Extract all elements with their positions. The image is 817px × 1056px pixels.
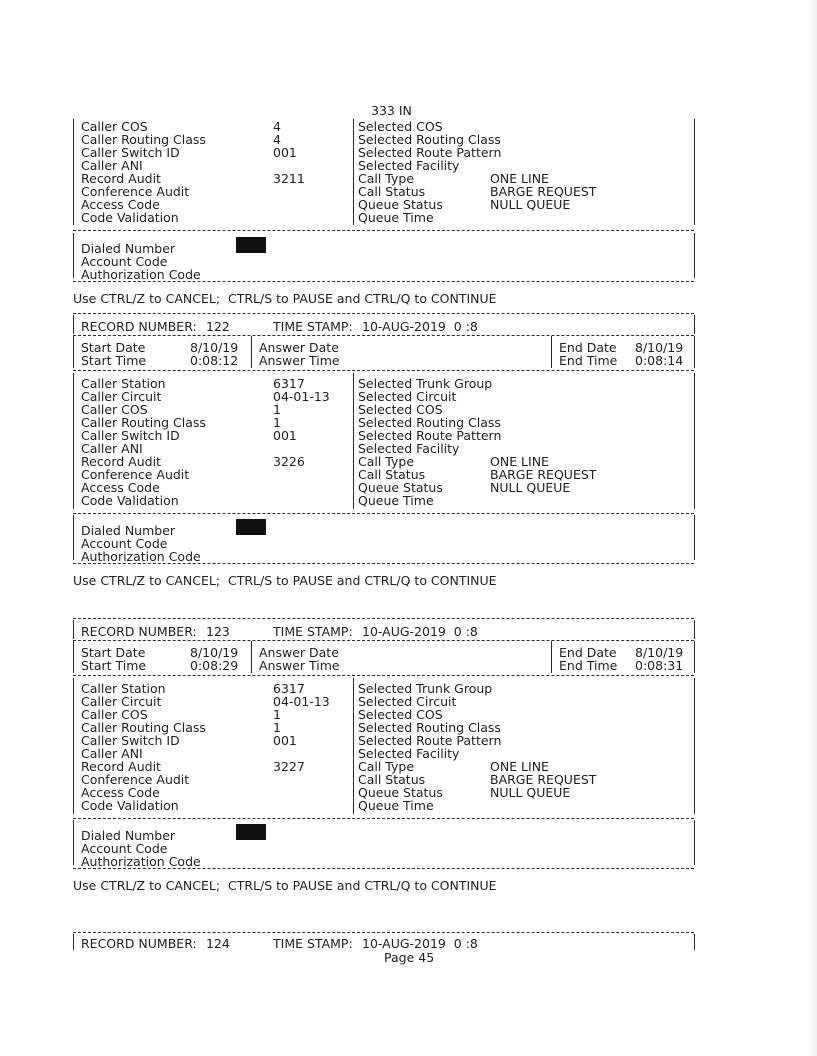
field-label: Caller ANI — [81, 746, 143, 761]
field-label: Code Validation — [81, 493, 179, 508]
section-divider — [73, 932, 694, 933]
field-label: Selected Route Pattern — [358, 733, 502, 748]
column-divider — [353, 678, 354, 814]
column-divider — [251, 336, 252, 368]
field-label: Selected Routing Class — [358, 415, 501, 430]
field-label: Queue Time — [358, 798, 434, 813]
start-date-label: Start Date — [81, 645, 146, 660]
field-label: Conference Audit — [81, 467, 190, 482]
field-label: Queue Time — [358, 493, 434, 508]
end-date: 8/10/19 — [635, 645, 684, 660]
section-divider — [73, 563, 694, 564]
field-value: BARGE REQUEST — [490, 184, 597, 199]
column-divider — [353, 373, 354, 509]
section-divider — [73, 640, 694, 641]
field-value: 6317 — [273, 376, 305, 391]
redaction-box — [236, 237, 266, 253]
left-border — [73, 641, 74, 673]
field-value: 4 — [273, 132, 281, 147]
account-code-label: Account Code — [81, 254, 168, 269]
field-value: 3226 — [273, 454, 305, 469]
start-date: 8/10/19 — [190, 340, 239, 355]
answer-time-label: Answer Time — [259, 353, 340, 368]
column-divider — [353, 119, 354, 225]
field-label: Call Type — [358, 171, 415, 186]
left-border — [73, 678, 74, 814]
field-label: Queue Time — [358, 210, 434, 225]
left-border — [73, 620, 74, 639]
right-border — [694, 641, 695, 673]
account-code-label: Account Code — [81, 536, 168, 551]
right-border — [694, 119, 695, 225]
record-number-label: RECORD NUMBER: — [81, 936, 197, 951]
section-divider — [73, 335, 694, 336]
field-label: Caller COS — [81, 119, 148, 134]
section-divider — [73, 618, 694, 619]
field-label: Caller Switch ID — [81, 145, 180, 160]
field-label: Conference Audit — [81, 184, 190, 199]
end-time-label: End Time — [559, 353, 618, 368]
field-value: ONE LINE — [490, 454, 549, 469]
right-border — [694, 315, 695, 334]
field-label: Selected Facility — [358, 158, 460, 173]
end-time-label: End Time — [559, 658, 618, 673]
field-label: Call Type — [358, 759, 415, 774]
field-label: Selected Routing Class — [358, 720, 501, 735]
field-value: 001 — [273, 428, 297, 443]
field-value: BARGE REQUEST — [490, 772, 597, 787]
field-label: Selected Route Pattern — [358, 145, 502, 160]
field-label: Caller Switch ID — [81, 733, 180, 748]
section-divider — [73, 868, 694, 869]
field-label: Selected Routing Class — [358, 132, 501, 147]
field-label: Call Type — [358, 454, 415, 469]
field-label: Access Code — [81, 785, 160, 800]
dialed-number-label: Dialed Number — [81, 523, 176, 538]
field-label: Caller ANI — [81, 158, 143, 173]
record-number: 123 — [206, 624, 230, 639]
field-label: Record Audit — [81, 454, 161, 469]
field-label: Access Code — [81, 480, 160, 495]
page-edge-shadow — [807, 0, 817, 1056]
section-divider — [73, 230, 694, 231]
timestamp-label: TIME STAMP: — [273, 319, 353, 334]
right-border — [694, 620, 695, 639]
field-label: Selected Trunk Group — [358, 681, 493, 696]
field-value: NULL QUEUE — [490, 480, 571, 495]
field-label: Caller Circuit — [81, 389, 162, 404]
field-value: 001 — [273, 145, 297, 160]
field-label: Selected Circuit — [358, 694, 457, 709]
field-label: Queue Status — [358, 480, 443, 495]
field-value: NULL QUEUE — [490, 785, 571, 800]
field-label: Caller Routing Class — [81, 132, 206, 147]
record-number: 124 — [206, 936, 230, 951]
authorization-code-label: Authorization Code — [81, 549, 201, 564]
dialed-number-label: Dialed Number — [81, 241, 176, 256]
field-label: Caller COS — [81, 707, 148, 722]
field-label: Selected COS — [358, 119, 443, 134]
timestamp-label: TIME STAMP: — [273, 624, 353, 639]
field-label: Selected Facility — [358, 746, 460, 761]
field-label: Selected Trunk Group — [358, 376, 493, 391]
authorization-code-label: Authorization Code — [81, 267, 201, 282]
column-divider — [551, 641, 552, 673]
timestamp: 10-AUG-2019 0 :8 — [362, 624, 478, 639]
field-label: Call Status — [358, 772, 426, 787]
field-value: 001 — [273, 733, 297, 748]
left-border — [73, 934, 74, 950]
continue-message: Use CTRL/Z to CANCEL; CTRL/S to PAUSE and CTRL/Q to CONTINUE — [73, 878, 497, 893]
section-divider — [73, 370, 694, 371]
field-label: Caller Routing Class — [81, 415, 206, 430]
section-divider — [73, 818, 694, 819]
field-label: Call Status — [358, 184, 426, 199]
answer-date-label: Answer Date — [259, 340, 339, 355]
end-date: 8/10/19 — [635, 340, 684, 355]
field-value: 1 — [273, 720, 281, 735]
right-border — [694, 934, 695, 950]
column-divider — [551, 336, 552, 368]
field-label: Call Status — [358, 467, 426, 482]
start-date-label: Start Date — [81, 340, 146, 355]
field-value: NULL QUEUE — [490, 197, 571, 212]
field-label: Record Audit — [81, 171, 161, 186]
authorization-code-label: Authorization Code — [81, 854, 201, 869]
timestamp: 10-AUG-2019 0 :8 — [362, 319, 478, 334]
record-number-label: RECORD NUMBER: — [81, 624, 197, 639]
field-label: Queue Status — [358, 785, 443, 800]
field-label: Caller Routing Class — [81, 720, 206, 735]
redaction-box — [236, 824, 266, 840]
field-label: Caller Station — [81, 681, 166, 696]
field-value: 4 — [273, 119, 281, 134]
end-date-label: End Date — [559, 340, 617, 355]
queue-value: 333 IN — [371, 103, 412, 118]
left-border — [73, 373, 74, 509]
redaction-box — [236, 519, 266, 535]
right-border — [694, 678, 695, 814]
field-label: Selected COS — [358, 707, 443, 722]
field-value: ONE LINE — [490, 171, 549, 186]
start-time: 0:08:12 — [190, 353, 239, 368]
field-label: Selected Facility — [358, 441, 460, 456]
answer-time-label: Answer Time — [259, 658, 340, 673]
end-date-label: End Date — [559, 645, 617, 660]
field-label: Conference Audit — [81, 772, 190, 787]
field-value: 1 — [273, 415, 281, 430]
start-time-label: Start Time — [81, 658, 147, 673]
field-value: 6317 — [273, 681, 305, 696]
section-divider — [73, 281, 694, 282]
field-label: Caller Circuit — [81, 694, 162, 709]
field-label: Code Validation — [81, 798, 179, 813]
field-label: Caller ANI — [81, 441, 143, 456]
right-border — [694, 233, 695, 278]
left-border — [73, 336, 74, 368]
section-divider — [73, 513, 694, 514]
field-value: 1 — [273, 402, 281, 417]
right-border — [694, 336, 695, 368]
section-divider — [73, 313, 694, 314]
field-label: Selected COS — [358, 402, 443, 417]
section-divider — [73, 675, 694, 676]
record-number-label: RECORD NUMBER: — [81, 319, 197, 334]
right-border — [694, 373, 695, 509]
field-value: 1 — [273, 707, 281, 722]
start-date: 8/10/19 — [190, 645, 239, 660]
answer-date-label: Answer Date — [259, 645, 339, 660]
field-label: Selected Circuit — [358, 389, 457, 404]
start-time-label: Start Time — [81, 353, 147, 368]
left-border — [73, 820, 74, 865]
field-value: 3227 — [273, 759, 305, 774]
left-border — [73, 233, 74, 278]
left-border — [73, 515, 74, 560]
column-divider — [251, 641, 252, 673]
record-number: 122 — [206, 319, 230, 334]
field-label: Access Code — [81, 197, 160, 212]
field-value: ONE LINE — [490, 759, 549, 774]
field-value: 04-01-13 — [273, 389, 330, 404]
end-time: 0:08:14 — [635, 353, 684, 368]
continue-message: Use CTRL/Z to CANCEL; CTRL/S to PAUSE and CTRL/Q to CONTINUE — [73, 291, 497, 306]
dialed-number-label: Dialed Number — [81, 828, 176, 843]
page-number: Page 45 — [384, 950, 435, 965]
field-value: 3211 — [273, 171, 305, 186]
field-label: Queue Status — [358, 197, 443, 212]
field-label: Caller Station — [81, 376, 166, 391]
left-border — [73, 315, 74, 334]
field-label: Selected Route Pattern — [358, 428, 502, 443]
field-label: Record Audit — [81, 759, 161, 774]
left-border — [73, 119, 74, 225]
field-value: 04-01-13 — [273, 694, 330, 709]
field-label: Caller Switch ID — [81, 428, 180, 443]
timestamp: 10-AUG-2019 0 :8 — [362, 936, 478, 951]
field-value: BARGE REQUEST — [490, 467, 597, 482]
end-time: 0:08:31 — [635, 658, 684, 673]
field-label: Code Validation — [81, 210, 179, 225]
field-label: Caller COS — [81, 402, 148, 417]
timestamp-label: TIME STAMP: — [273, 936, 353, 951]
continue-message: Use CTRL/Z to CANCEL; CTRL/S to PAUSE and CTRL/Q to CONTINUE — [73, 573, 497, 588]
start-time: 0:08:29 — [190, 658, 239, 673]
account-code-label: Account Code — [81, 841, 168, 856]
right-border — [694, 515, 695, 560]
right-border — [694, 820, 695, 865]
